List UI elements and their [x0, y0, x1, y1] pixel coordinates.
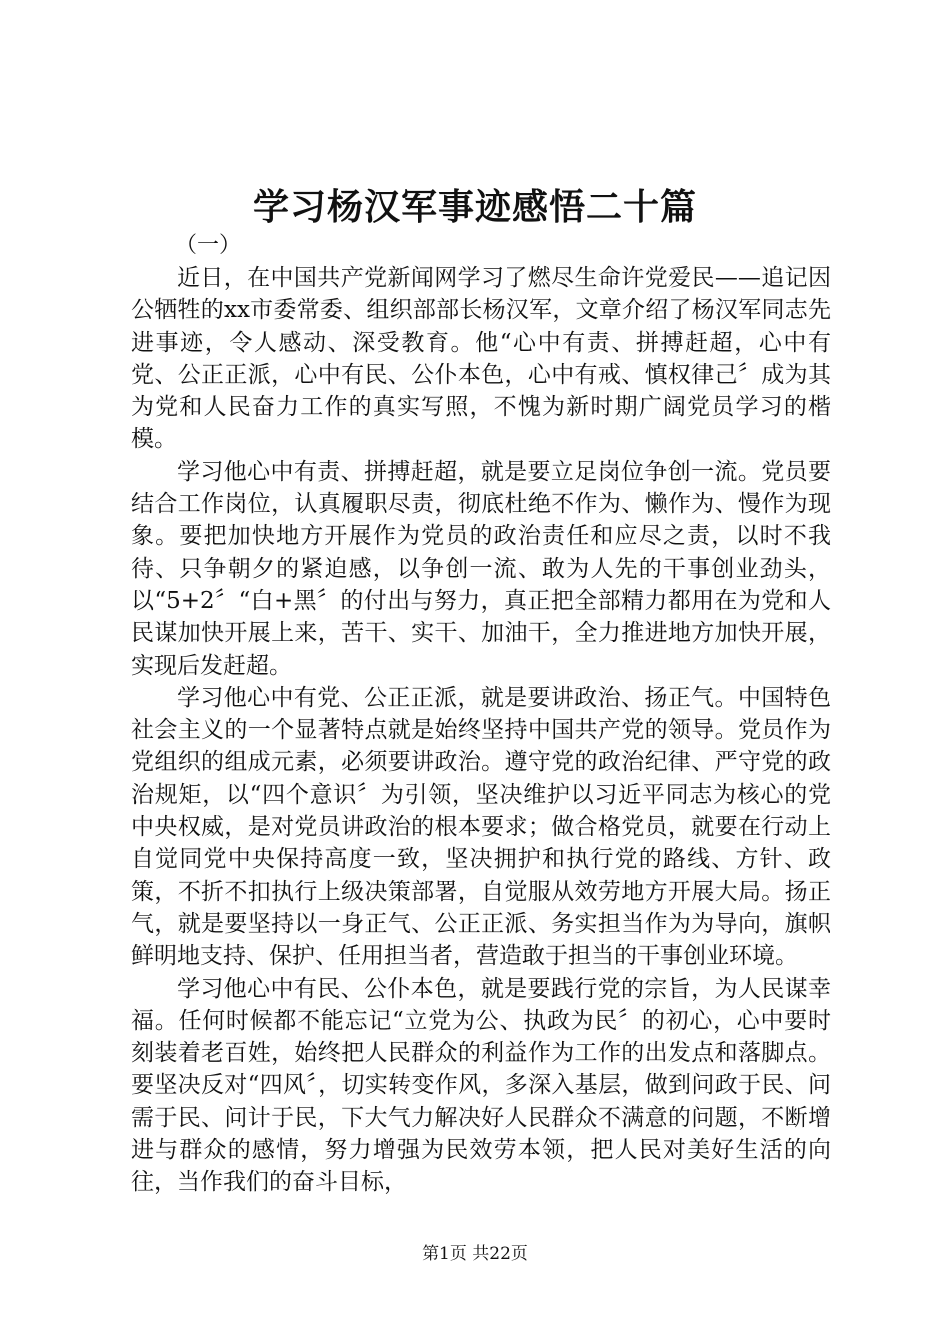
paragraph-3: 学习他心中有党、公正正派，就是要讲政治、扬正气。中国特色社会主义的一个显著特点就是始终坚持中国共产党的领导。党员作为党组织的组成元素，必须要讲政治。遵守党的政治纪律、严守党的政治规矩，以“四个意识〞为引领，坚决维护以习近平同志为核心的党中央权威，是对党员讲政治的根本要求；做合格党员，就要在行动上自觉同党中央保持高度一致，坚决拥护和执行党的路线、方针、政策，不折不扣执行上级决策部署，自觉服从效劳地方开展大局。扬正气，就是要坚持以一身正气、公正正派、务实担当作为为导向，旗帜鲜明地支持、保护、任用担当者，营造敢于担当的干事创业环境。: [131, 684, 831, 970]
document-title: 学习杨汉军事迹感悟二十篇: [252, 186, 697, 228]
page-footer: 第1页 共22页: [422, 1244, 528, 1264]
paragraph-2: 学习他心中有责、拼搏赶超，就是要立足岗位争创一流。党员要结合工作岗位，认真履职尽责，彻底杜绝不作为、懒作为、慢作为现象。要把加快地方开展作为党员的政治责任和应尽之责，以时不我待、只争朝夕的紧迫感，以争创一流、敢为人先的干事创业劲头，以“5+2〞“白+黑〞的付出与努力，真正把全部精力都用在为党和人民谋加快开展上来，苦干、实干、加油干，全力推进地方加快开展，实现后发赶超。: [131, 458, 831, 679]
section-label: （一）: [175, 233, 242, 258]
paragraph-1: 近日，在中国共产党新闻网学习了燃尽生命许党爱民——追记因公牺牲的xx市委常委、组织部部长杨汉军，文章介绍了杨汉军同志先进事迹，令人感动、深受教育。他“心中有责、拼搏赶超，心中有党、公正正派，心中有民、公仆本色，心中有戒、慎权律己〞成为其为党和人民奋力工作的真实写照，不愧为新时期广阔党员学习的楷模。: [131, 265, 831, 453]
document-body: [131, 230, 831, 1199]
paragraph-4: 学习他心中有民、公仆本色，就是要践行党的宗旨，为人民谋幸福。任何时候都不能忘记“立党为公、执政为民〞的初心，心中要时刻装着老百姓，始终把人民群众的利益作为工作的出发点和落脚点。要坚决反对“四风〞，切实转变作风，多深入基层，做到问政于民、问需于民、问计于民，下大气力解决好人民群众不满意的问题，不断增进与群众的感情，努力增强为民效劳本领，把人民对美好生活的向往，当作我们的奋斗目标，: [131, 975, 831, 1196]
